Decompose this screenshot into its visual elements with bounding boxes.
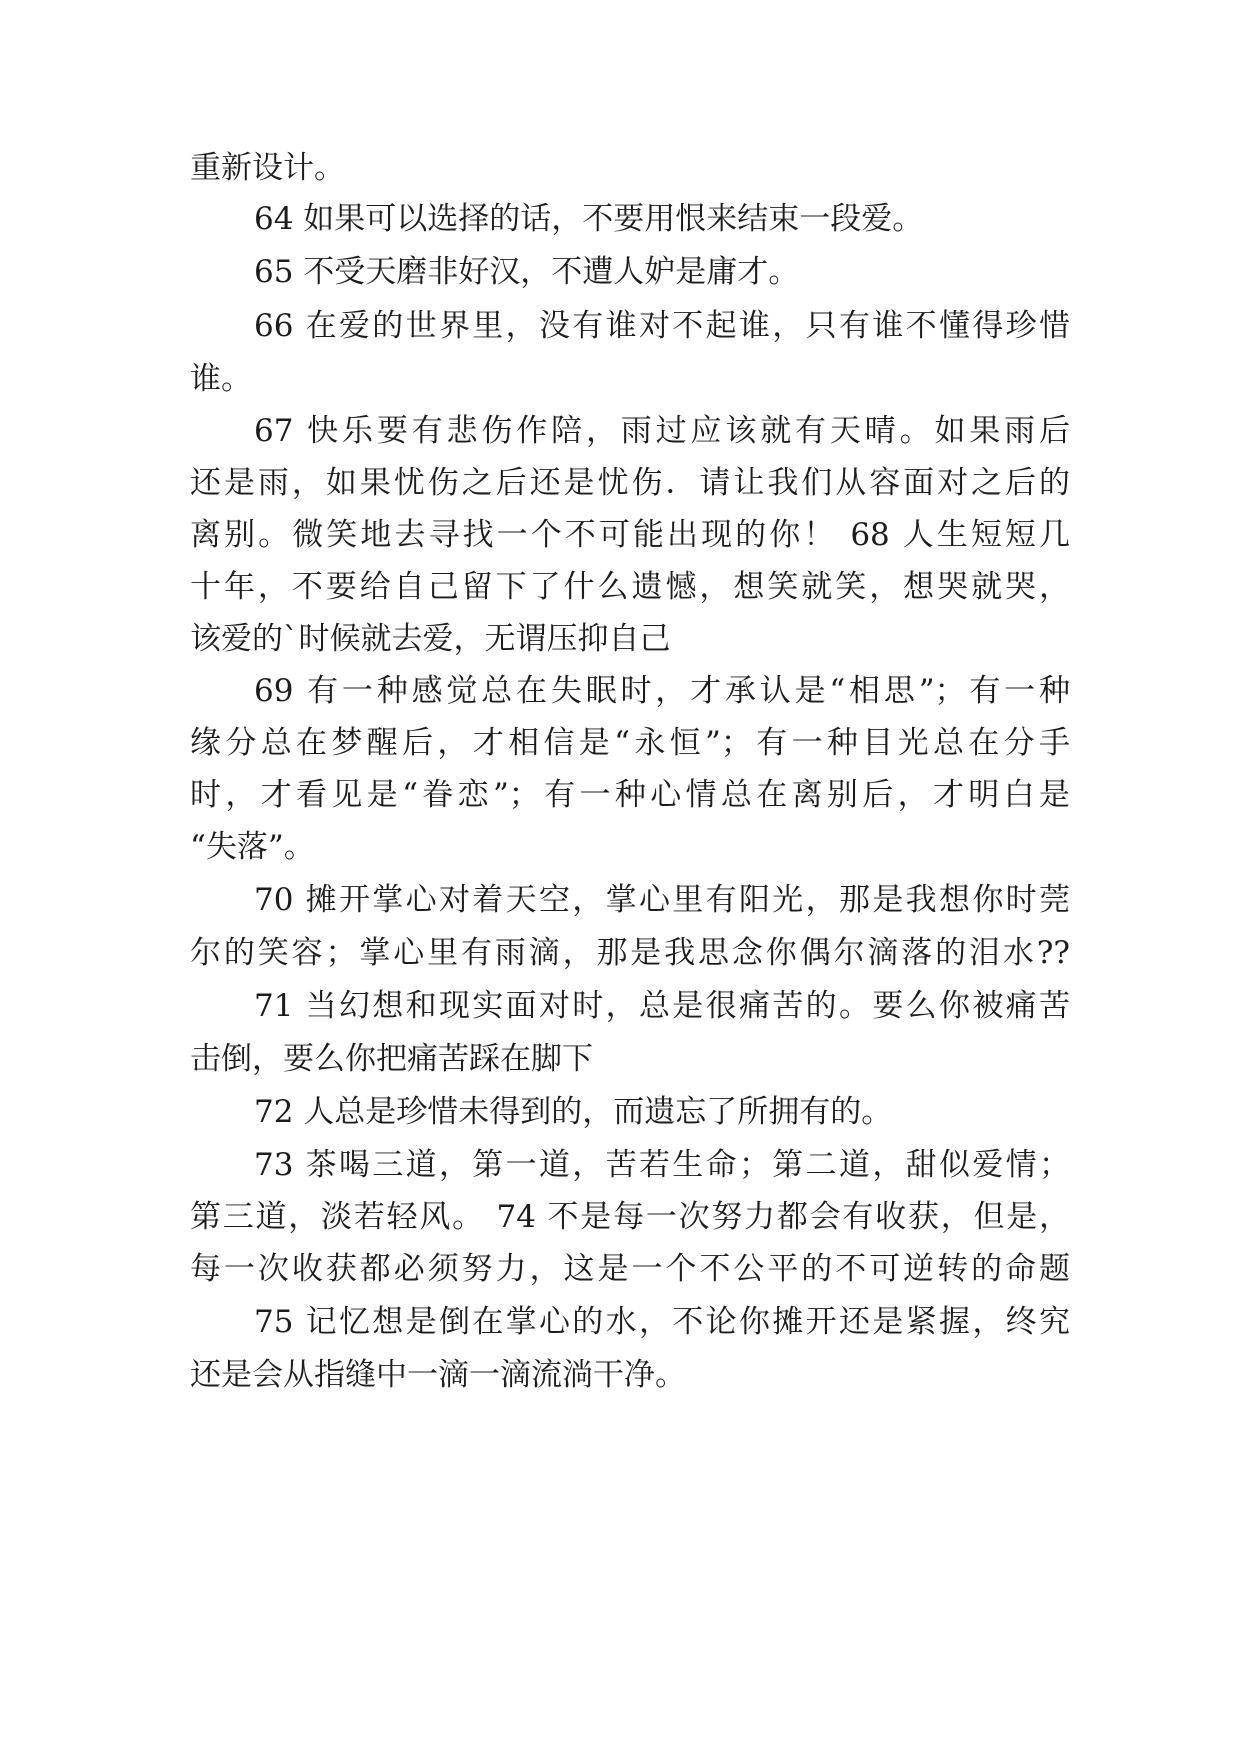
text-line-23: 75 记忆想是倒在掌心的水，不论你摊开还是紧握，终究 [254,1304,1070,1340]
text-line-18: 击倒，要么你把痛苦踩在脚下 [190,1041,593,1077]
text-line-7: 还是雨，如果忧伤之后还是忧伤．请让我们从容面对之后的 [190,465,1070,501]
text-line-8: 离别。微笑地去寻找一个不可能出现的你！ 68 人生短短几 [190,517,1070,553]
text-line-10: 该爱的`时候就去爱，无谓压抑自己 [190,621,671,657]
text-line-17: 71 当幻想和现实面对时，总是很痛苦的。要么你被痛苦 [254,988,1070,1024]
text-line-14: “失落”。 [190,829,315,865]
text-line-2: 64 如果可以选择的话，不要用恨来结束一段爱。 [254,201,924,237]
text-line-6: 67 快乐要有悲伤作陪，雨过应该就有天晴。如果雨后 [254,413,1070,449]
text-line-21: 第三道，淡若轻风。 74 不是每一次努力都会有收获，但是， [190,1199,1070,1235]
text-line-5: 谁。 [190,361,252,397]
text-line-11: 69 有一种感觉总在失眠时，才承认是“相思”；有一种 [254,673,1070,709]
text-line-9: 十年，不要给自己留下了什么遗憾，想笑就笑，想哭就哭， [190,569,1070,605]
text-line-12: 缘分总在梦醒后，才相信是“永恒”；有一种目光总在分手 [190,725,1070,761]
text-line-22: 每一次收获都必须努力，这是一个不公平的不可逆转的命题 [190,1251,1070,1287]
text-line-13: 时，才看见是“眷恋”；有一种心情总在离别后，才明白是 [190,777,1070,813]
text-line-16: 尔的笑容；掌心里有雨滴，那是我思念你偶尔滴落的泪水?? [190,935,1070,971]
text-line-20: 73 茶喝三道，第一道，苦若生命；第二道，甜似爱情； [254,1147,1070,1183]
text-line-19: 72 人总是珍惜未得到的，而遗忘了所拥有的。 [254,1094,893,1130]
text-line-4: 66 在爱的世界里，没有谁对不起谁，只有谁不懂得珍惜 [254,308,1070,344]
text-line-24: 还是会从指缝中一滴一滴流淌干净。 [190,1357,686,1393]
text-line-15: 70 摊开掌心对着天空，掌心里有阳光，那是我想你时莞 [254,882,1070,918]
text-line-1: 重新设计。 [190,150,345,186]
text-line-3: 65 不受天磨非好汉，不遭人妒是庸才。 [254,254,800,290]
